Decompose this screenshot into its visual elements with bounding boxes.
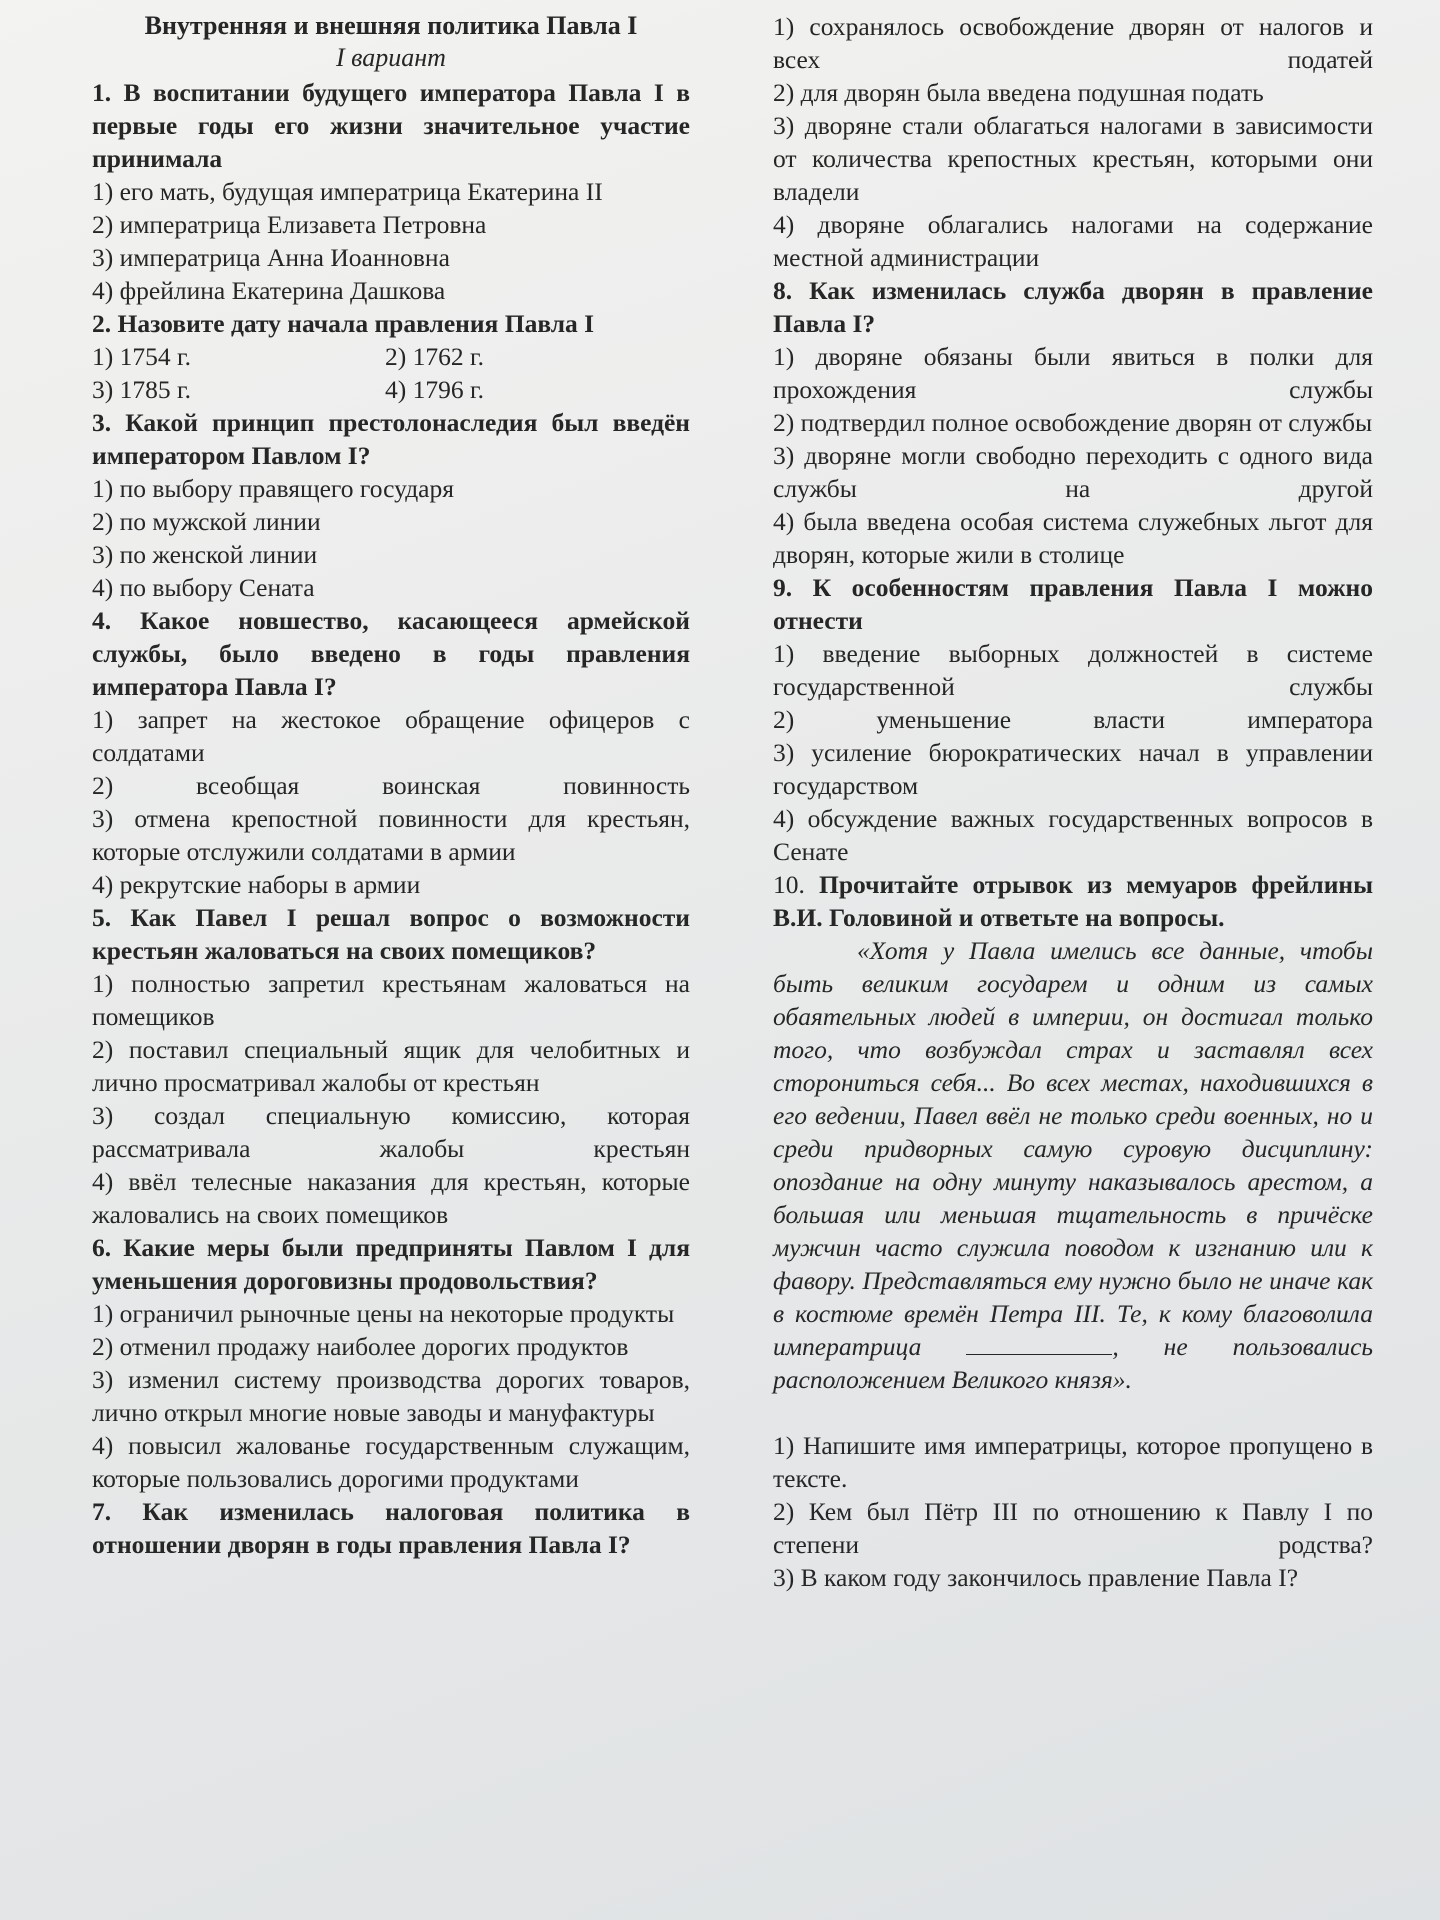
- answer-blank: [966, 1332, 1112, 1355]
- answer-option: 2) всеобщая воинская повинность: [92, 771, 690, 800]
- answer-option: 2) 1762 г.: [385, 342, 484, 371]
- memoir-quote: [773, 934, 1373, 1396]
- question-text: 6. Какие меры были предприняты Павлом I для уменьшения дороговизны продовольствия?: [92, 1233, 690, 1295]
- answer-row: [92, 340, 690, 373]
- answer-option: 1) дворяне обязаны были явиться в полки для прохождения службы: [773, 342, 1373, 404]
- question-9: [773, 571, 1373, 868]
- answer-option: 3) по женской линии: [92, 540, 318, 569]
- right-column: [773, 10, 1373, 1594]
- answer-option: 3) дворяне могли свободно переходить с одного вида службы на другой: [773, 441, 1373, 503]
- question-prompt: Прочитайте отрывок из мемуаров фрейлины В.И. Головиной и ответьте на вопросы.: [773, 870, 1373, 932]
- quote-text-start: «Хотя у Павла имелись все данные, чтобы быть великим государем и одним из самых обаятельных людей в империи, он достигал только того, что возбуждал страх и заставлял всех сторониться себя... Во всех местах, находившихся в его ведении, Павел ввёл не только среди военных, но и среди придворных самую суровую дисциплину: опоздание на одну минуту наказывалось арестом, а большая или меньшая тщательность в причёске мужчин часто служила поводом к изгнанию или к фавору. Представляться ему нужно было не иначе как в костюме времён Петра III. Те, к кому благоволила императрица: [773, 936, 1373, 1361]
- answer-option: 3) дворяне стали облагаться налогами в зависимости от количества крепостных крестьян, которыми они владели: [773, 111, 1373, 206]
- question-5: [92, 901, 690, 1231]
- question-1: [92, 76, 690, 307]
- question-text: 3. Какой принцип престолонаследия был введён императором Павлом I?: [92, 408, 690, 470]
- answer-option: 1) ограничил рыночные цены на некоторые продукты: [92, 1299, 675, 1328]
- answer-option: 4) обсуждение важных государственных вопросов в Сенате: [773, 804, 1373, 866]
- answer-option: 3) изменил систему производства дорогих товаров, лично открыл многие новые заводы и мануфактуры: [92, 1365, 690, 1427]
- answer-option: 3) усиление бюрократических начал в управлении государством: [773, 738, 1373, 800]
- answer-option: 3) создал специальную комиссию, которая рассматривала жалобы крестьян: [92, 1101, 690, 1163]
- answer-option: 4) фрейлина Екатерина Дашкова: [92, 276, 446, 305]
- answer-option: 1) его мать, будущая императрица Екатерина II: [92, 177, 603, 206]
- question-text: 8. Как изменилась служба дворян в правление Павла I?: [773, 276, 1373, 338]
- question-text: 7. Как изменилась налоговая политика в отношении дворян в годы правления Павла I?: [92, 1497, 690, 1559]
- question-text: 5. Как Павел I решал вопрос о возможности крестьян жаловаться на своих помещиков?: [92, 903, 690, 965]
- question-4: [92, 604, 690, 901]
- answer-option: 2) императрица Елизавета Петровна: [92, 210, 487, 239]
- answer-option: 1) введение выборных должностей в системе государственной службы: [773, 639, 1373, 701]
- sub-question: 3) В каком году закончилось правление Павла I?: [773, 1563, 1299, 1592]
- answer-option: 2) по мужской линии: [92, 507, 321, 536]
- quote-text-end: , не пользовались расположением Великого князя».: [773, 1332, 1374, 1394]
- answer-option: 1) полностью запретил крестьянам жаловаться на помещиков: [92, 969, 690, 1031]
- question-6: [92, 1231, 690, 1495]
- question-7: [92, 1495, 690, 1561]
- answer-option: 2) отменил продажу наиболее дорогих продуктов: [92, 1332, 629, 1361]
- question-7-options: [773, 10, 1373, 274]
- variant-label: I вариант: [336, 43, 446, 72]
- answer-option: 4) ввёл телесные наказания для крестьян, которые жаловались на своих помещиков: [92, 1167, 690, 1229]
- sub-question: 1) Напишите имя императрицы, которое пропущено в тексте.: [773, 1431, 1373, 1493]
- answer-option: 2) уменьшение власти императора: [773, 705, 1373, 734]
- worksheet-title: Внутренняя и внешняя политика Павла I: [144, 11, 638, 40]
- answer-option: 4) по выбору Сената: [92, 573, 315, 602]
- question-text: [773, 868, 1373, 934]
- answer-option: 4) 1796 г.: [385, 375, 484, 404]
- answer-option: 4) рекрутские наборы в армии: [92, 870, 421, 899]
- answer-option: 1) по выбору правящего государя: [92, 474, 454, 503]
- question-text: 1. В воспитании будущего императора Павла I в первые годы его жизни значительное участие принимала: [92, 78, 690, 173]
- question-8: [773, 274, 1373, 571]
- answer-option: 2) подтвердил полное освобождение дворян от службы: [773, 408, 1373, 437]
- question-text: 9. К особенностям правления Павла I можно отнести: [773, 573, 1373, 635]
- question-text: 4. Какое новшество, касающееся армейской службы, было введено в годы правления императора Павла I?: [92, 606, 690, 701]
- answer-option: 3) императрица Анна Иоанновна: [92, 243, 450, 272]
- question-number: 10.: [773, 870, 805, 899]
- question-3: [92, 406, 690, 604]
- answer-option: 2) поставил специальный ящик для челобитных и лично просматривал жалобы от крестьян: [92, 1035, 690, 1097]
- answer-option: 1) сохранялось освобождение дворян от налогов и всех податей: [773, 12, 1373, 74]
- answer-row: [92, 373, 690, 406]
- question-2: [92, 307, 690, 406]
- answer-option: 4) повысил жалованье государственным служащим, которые пользовались дорогими продуктами: [92, 1431, 690, 1493]
- question-text: 2. Назовите дату начала правления Павла I: [92, 309, 595, 338]
- answer-option: 1) запрет на жестокое обращение офицеров с солдатами: [92, 705, 690, 767]
- answer-option: 3) 1785 г.: [92, 375, 191, 404]
- answer-option: 3) отмена крепостной повинности для крестьян, которые отслужили солдатами в армии: [92, 804, 690, 866]
- question-10: [773, 868, 1373, 1594]
- answer-option: 4) дворяне облагались налогами на содержание местной администрации: [773, 210, 1373, 272]
- answer-option: 2) для дворян была введена подушная подать: [773, 78, 1264, 107]
- left-column: [92, 10, 690, 1561]
- answer-option: 1) 1754 г.: [92, 342, 191, 371]
- sub-question: 2) Кем был Пётр III по отношению к Павлу I по степени родства?: [773, 1497, 1373, 1559]
- answer-option: 4) была введена особая система служебных льгот для дворян, которые жили в столице: [773, 507, 1373, 569]
